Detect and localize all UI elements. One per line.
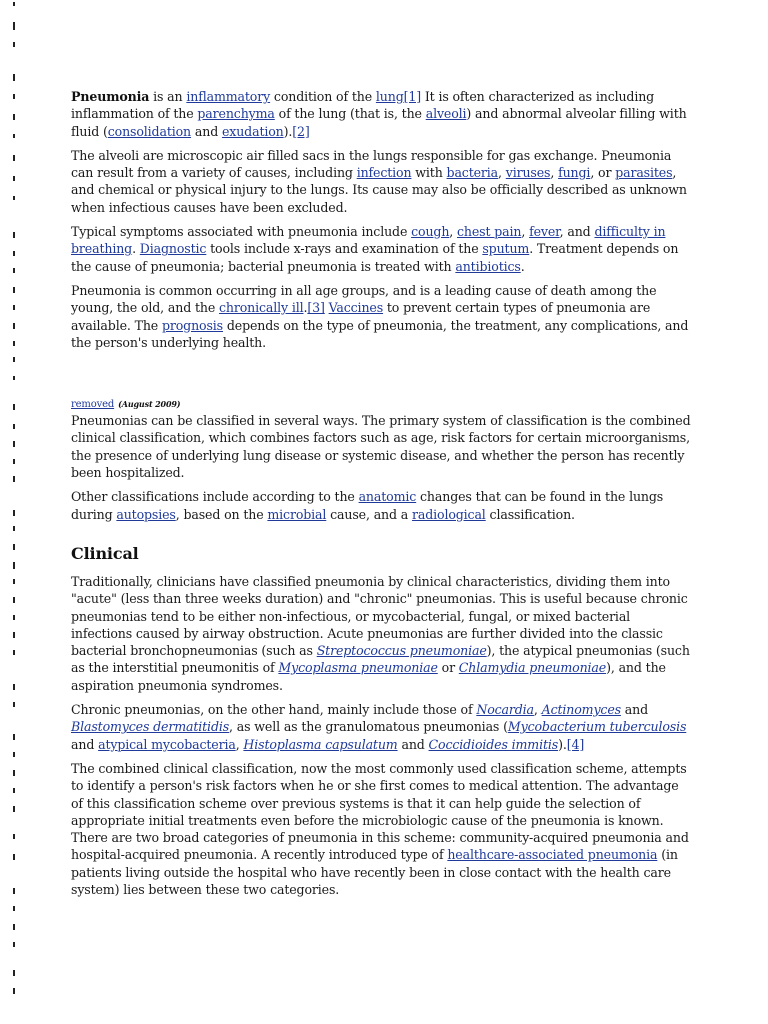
link-microbial[interactable]: microbial [267,506,327,522]
link-alveoli[interactable]: alveoli [425,106,467,122]
link-viruses[interactable]: viruses [505,165,551,181]
text: and [191,123,222,139]
link-lung[interactable]: lung [375,89,404,104]
text: tools include x-rays and examination of the [206,241,483,257]
text: , and [559,224,595,240]
link-streptococcus-pneumoniae[interactable]: Streptococcus pneumoniae [316,643,487,659]
maintenance-notice [71,397,693,412]
text: , as well as the granulomatous pneumonias ( [229,719,508,735]
article-body [71,88,693,905]
text: The alveoli are microscopic air filled sacs in the lungs responsible for gas exchange. Pneumonia can result from a variety of causes, including [71,147,672,181]
notice-link-removed[interactable]: removed [71,399,115,411]
link-chest-pain[interactable]: chest pain [457,224,522,240]
text: changes that can be found in the lungs during [71,489,664,522]
text: , and chemical or physical injury to the lungs. Its cause may also be officially described as unknown when infectious causes have been excluded. [71,165,687,215]
link-atypical-mycobacteria[interactable]: atypical mycobacteria [98,736,236,752]
text: ). [283,123,293,139]
text: , [498,165,506,181]
link-coccidioides-immitis[interactable]: Coccidioides immitis [428,736,559,752]
text: . [520,258,525,274]
text: and [620,702,649,718]
text: or [437,660,459,676]
text: ), the atypical pneumonias (such as the interstitial pneumonitis of [71,643,690,676]
intro-paragraph-4 [71,282,693,351]
link-fever[interactable]: fever [529,224,560,240]
link-actinomyces[interactable]: Actinomyces [541,702,621,718]
link-mycobacterium-tuberculosis[interactable]: Mycobacterium tuberculosis [507,719,687,735]
link-sputum[interactable]: sputum [482,241,530,257]
text: . Treatment depends on the cause of pneumonia; bacterial pneumonia is treated with [71,241,679,274]
text: Other classifications include according to the [71,489,359,505]
text: Chronic pneumonias, on the other hand, mainly include those of [71,702,477,718]
text: ), and the aspiration pneumonia syndromes. [71,660,666,693]
reference-link-4[interactable]: [4] [566,736,585,752]
reference-link-1[interactable]: [1] [403,89,421,104]
link-infection[interactable]: infection [356,165,412,181]
text: cause, and a [326,506,412,522]
link-parasites[interactable]: parasites [615,165,673,181]
link-inflammatory[interactable]: inflammatory [186,89,271,104]
link-bacteria[interactable]: bacteria [446,165,499,181]
link-consolidation[interactable]: consolidation [107,123,192,139]
text: (in patients living outside the hospital who have recently been in close contact with the health care system) lies between these two categories. [71,847,678,897]
notice-date: (August 2009) [118,399,181,410]
text: , [533,702,542,718]
text: , [521,224,530,240]
link-cough[interactable]: cough [411,224,450,240]
link-fungi[interactable]: fungi [558,165,591,181]
link-histoplasma-capsulatum[interactable]: Histoplasma capsulatum [243,736,398,752]
intro-paragraph-3 [71,223,693,275]
text: Pneumonia is common occurring in all age groups, and is a leading cause of death among the young, the old, and the [71,282,657,316]
text: and [397,736,429,752]
text: ). [558,736,567,752]
intro-paragraph-1 [71,88,693,140]
link-difficulty-in-breathing[interactable]: difficulty in breathing [71,224,666,257]
text: . [132,241,140,257]
text: ) and abnormal alveolar filling with fluid ( [71,106,687,139]
reference-link-2[interactable]: [2] [292,123,310,139]
left-margin-marks [13,0,19,1024]
link-autopsies[interactable]: autopsies [116,506,176,522]
link-parenchyma[interactable]: parenchyma [197,106,275,122]
text: , [550,165,559,181]
text: , based on the [175,506,268,522]
link-healthcare-associated-pneumonia[interactable]: healthcare-associated pneumonia [447,847,658,863]
link-anatomic[interactable]: anatomic [358,489,417,505]
clinical-paragraph-1 [71,573,693,694]
link-radiological[interactable]: radiological [412,506,486,522]
text: condition of the [270,89,376,104]
text: and [71,736,99,752]
section-heading-clinical: Clinical [71,543,139,563]
classification-paragraph-1: Pneumonias can be classified in several ways. The primary system of classification is the combined clinical classification, which combines factors such as age, risk factors for certain microorganisms, the presence of underlying lung disease or systemic disease, and whether the person has recently been hospitalized. [71,413,691,481]
text: classification. [485,506,575,522]
text: of the lung (that is, the [274,106,426,122]
text: with [411,165,447,181]
term-pneumonia: Pneumonia [71,89,150,104]
link-diagnostic[interactable]: Diagnostic [139,241,207,257]
classification-paragraph-2 [71,488,693,523]
link-prognosis[interactable]: prognosis [161,317,223,333]
link-chlamydia-pneumoniae[interactable]: Chlamydia pneumoniae [458,660,607,676]
text: Traditionally, clinicians have classified pneumonia by clinical characteristics, dividing them into "acute" (less than three weeks duration) and "chronic" pneumonias. This is useful because chronic pneumonias tend to be either non-infectious, or mycobacterial, fungal, or mixed bacterial infections caused by airway obstruction. Acute pneumonias are further divided into the classic bacterial bronchopneumonias (such as [71,573,688,659]
link-blastomyces-dermatitidis[interactable]: Blastomyces dermatitidis [71,719,230,735]
text: The combined clinical classification, now the most commonly used classification scheme, attempts to identify a person's risk factors when he or she first comes to medical attention. The advantage of this classification scheme over previous systems is that it can help guide the selection of appropriate initial treatments even before the microbiologic cause of the pneumonia is known. There are two broad categories of pneumonia in this scheme: community-acquired pneumonia and hospital-acquired pneumonia. A recently introduced type of [71,760,689,863]
link-exudation[interactable]: exudation [221,123,284,139]
text: to prevent certain types of pneumonia are available. The [71,300,651,333]
reference-link-3[interactable]: [3] [307,300,325,316]
link-antibiotics[interactable]: antibiotics [455,258,521,274]
link-chronically-ill[interactable]: chronically ill [219,300,304,316]
text: depends on the type of pneumonia, the treatment, any complications, and the person's underlying health. [71,317,689,350]
clinical-paragraph-3 [71,760,693,898]
clinical-paragraph-2 [71,701,693,753]
text: is an [149,89,187,104]
text: , [235,736,244,752]
text: , or [590,165,616,181]
link-nocardia[interactable]: Nocardia [476,702,534,718]
intro-paragraph-2 [71,147,693,216]
link-mycoplasma-pneumoniae[interactable]: Mycoplasma pneumoniae [278,660,438,676]
link-vaccines[interactable]: Vaccines [328,300,384,316]
text: . [303,300,308,316]
text: It is often characterized as including inflammation of the [71,89,655,122]
text: Typical symptoms associated with pneumonia include [71,224,412,240]
text: , [449,224,457,240]
